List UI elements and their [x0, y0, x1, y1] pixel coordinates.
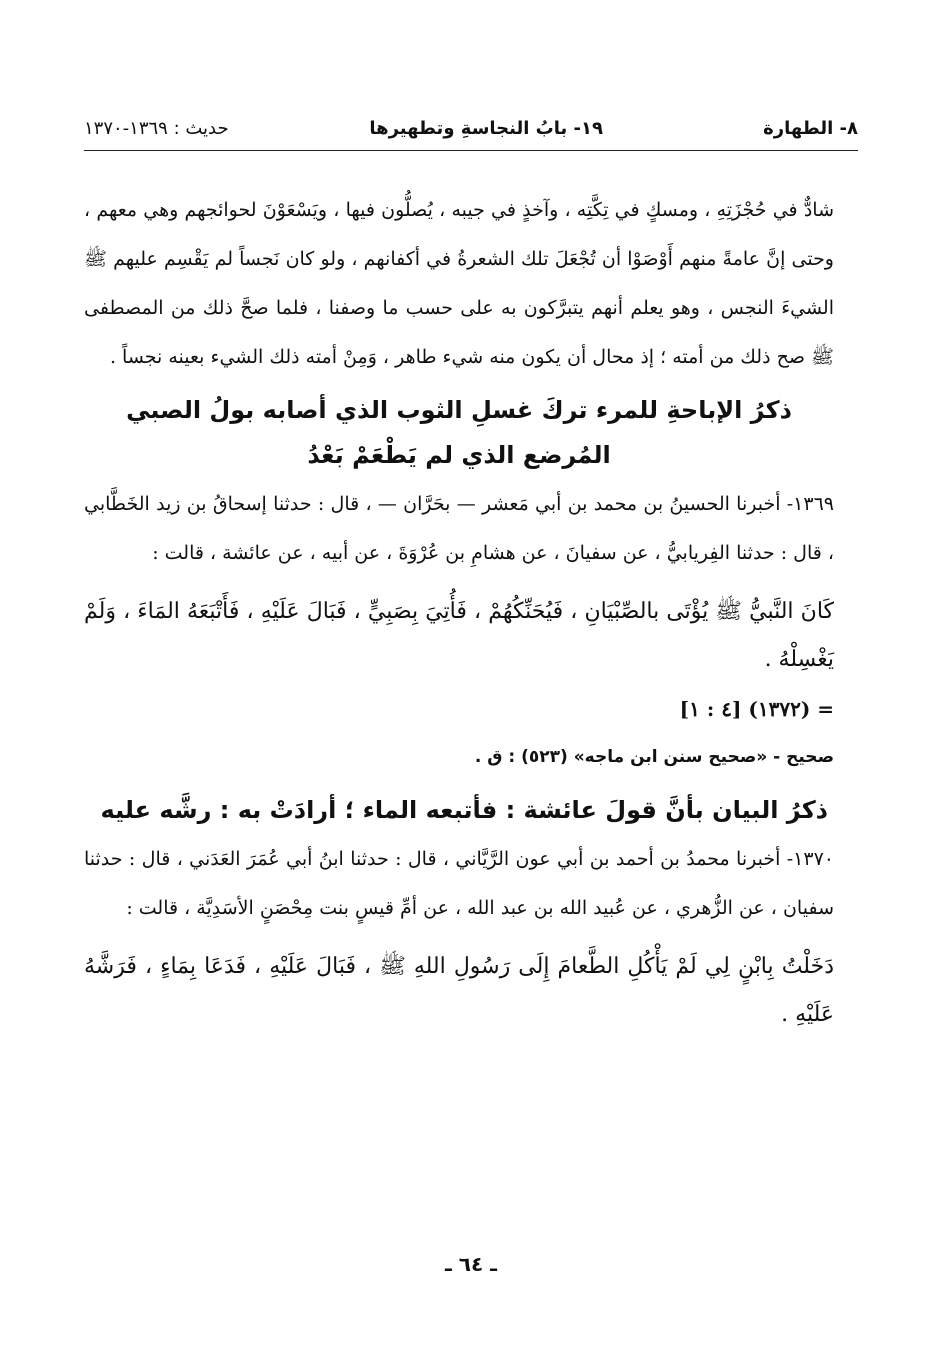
page-body	[84, 186, 834, 1039]
page-number: ـ ٦٤ ـ	[444, 1252, 498, 1276]
hadith-1369-isnad: ١٣٦٩- أخبرنا الحسينُ بن محمد بن أبي مَعشر — بحَرَّان — ، قال : حدثنا إسحاقُ بن زيد الخَطَّابي ، قال : حدثنا الفِريابيُّ ، عن سفيانَ ، عن هشامِ بن عُرْوَةَ ، عن أبيه ، عن عائشة ، قالت :	[84, 493, 834, 564]
intro-paragraph: شادٌّ في حُجْزَتِهِ ، ومسكٍ في تِكَّتِه ، وآخذٍ في جيبه ، يُصلُّون فيها ، ويَسْعَوْنَ لحوائجهم وهي معهم ، وحتى إنَّ عامةً منهم أَوْصَوْا أن تُجْعَلَ تلك الشعرةُ في أكفانهم ، ولو كان نَجساً لم يَقْسِم عليهم ﷺ الشيءَ النجس ، وهو يعلم أنهم يتبرَّكون به على حسب ما وصفنا ، فلما صحَّ ذلك من المصطفى ﷺ صح ذلك من أمته ؛ إذ محال أن يكون منه شيء طاهر ، وَمِنْ أمته ذلك الشيء بعينه نجساً .	[84, 199, 834, 368]
chapter-heading-1: ذكرُ الإباحةِ للمرء تركَ غسلِ الثوب الذي أصابه بولُ الصبي المُرضع الذي لم يَطْعَمْ بَعْدُ	[126, 396, 792, 469]
chapter-title: ٨- الطهارة	[763, 118, 858, 139]
running-header	[84, 112, 858, 151]
section-title: ١٩- بابُ النجاسةِ وتطهيرها	[369, 118, 603, 139]
hadith-range: حديث : ١٣٦٩-١٣٧٠	[84, 118, 229, 139]
chapter-heading-2: ذكرُ البيان بأنَّ قولَ عائشة : فأتبعه الماء ؛ أرادَتْ به : رشَّه عليه	[100, 796, 828, 824]
hadith-1369-matn: كَانَ النَّبيُّ ﷺ يُؤْتَى بالصِّبْيَانِ ، فَيُحَنِّكُهُمْ ، فَأُتِيَ بِصَبِيٍّ ، فَبَالَ عَلَيْهِ ، فَأَتْبَعَهُ المَاءَ ، وَلَمْ يَغْسِلْهُ .	[84, 599, 834, 672]
hadith-1369-reference: = (١٣٧٢) [٤ : ١]	[679, 697, 834, 721]
hadith-1370-isnad: ١٣٧٠- أخبرنا محمدُ بن أحمد بن أبي عون الرَّيَّاني ، قال : حدثنا ابنُ أبي عُمَرَ العَدَني ، قال : حدثنا سفيان ، عن الزُّهري ، عن عُبيد الله بن عبد الله ، عن أمِّ قيسٍ بنت مِحْصَنٍ الأسَدِيَّة ، قالت :	[84, 848, 834, 919]
hadith-1370-matn: دَخَلْتُ بِابْنٍ لِي لَمْ يَأْكُلِ الطَّعامَ إِلَى رَسُولِ اللهِ ﷺ ، فَبَالَ عَلَيْهِ ، فَدَعَا بِمَاءٍ ، فَرَشَّهُ عَلَيْهِ .	[84, 954, 834, 1027]
hadith-1369-grade: صحيح - «صحيح سنن ابن ماجه» (٥٢٣) : ق .	[474, 747, 834, 767]
